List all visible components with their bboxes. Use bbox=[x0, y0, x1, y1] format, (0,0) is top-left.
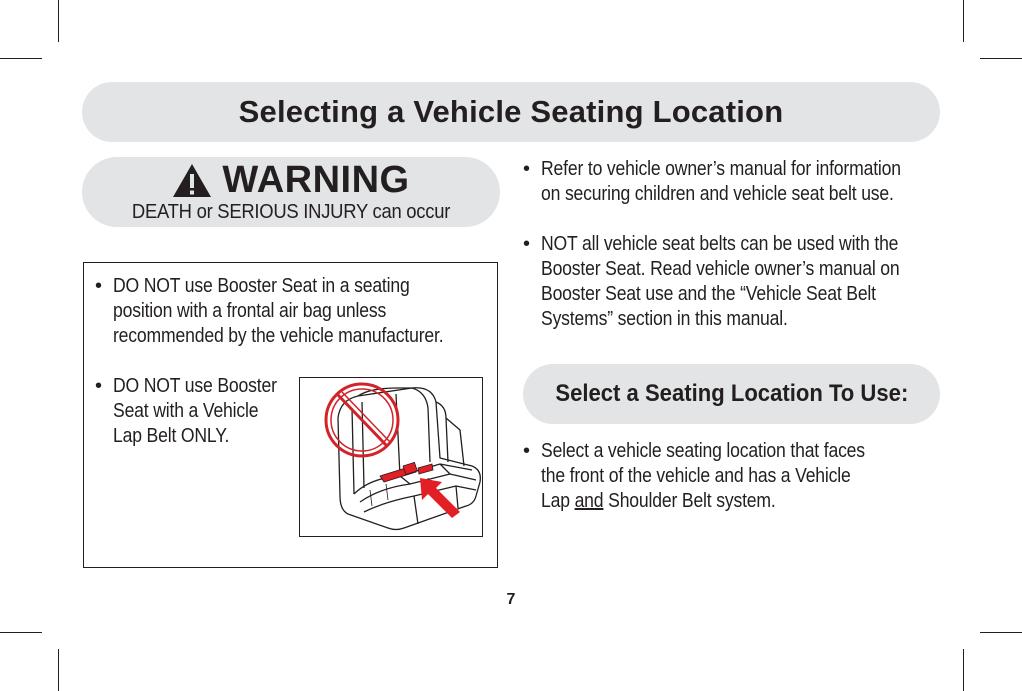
bullet-text: DO NOT use Booster Seat in a seating position with a frontal air bag unless recommended by the vehicle manufacturer. bbox=[113, 275, 444, 347]
bullet-dot: • bbox=[523, 158, 530, 180]
crop-mark-top-left-h bbox=[0, 58, 42, 59]
page-title: Selecting a Vehicle Seating Location bbox=[238, 94, 784, 129]
bullet-dot: • bbox=[95, 275, 102, 297]
bullet-dot: • bbox=[523, 440, 530, 462]
no-lap-belt-only-illustration bbox=[299, 377, 483, 537]
bullet-text: Select a vehicle seating location that faces the front of the vehicle and has a Vehicle Lap and Shoulder Belt system. bbox=[541, 440, 865, 512]
warning-triangle-icon bbox=[172, 163, 212, 198]
warning-banner bbox=[82, 157, 500, 227]
bullet-text: DO NOT use Booster Seat with a Vehicle Lap Belt ONLY. bbox=[113, 375, 277, 447]
bullet-line-3: Lap and Shoulder Belt system. bbox=[541, 490, 776, 512]
vehicle-seat-drawing bbox=[300, 378, 482, 536]
warning-subheading: DEATH or SERIOUS INJURY can occur bbox=[131, 200, 451, 223]
crop-mark-bottom-right-h bbox=[980, 632, 1022, 633]
crop-mark-bottom-left-h bbox=[0, 632, 42, 633]
underlined-word: and bbox=[574, 490, 604, 512]
crop-mark-top-right bbox=[963, 0, 964, 42]
crop-mark-top-left bbox=[58, 0, 59, 42]
crop-mark-bottom-right bbox=[963, 649, 964, 691]
section-banner bbox=[523, 364, 940, 424]
title-banner bbox=[82, 82, 940, 142]
warning-heading: WARNING bbox=[222, 159, 410, 201]
bullet-text: NOT all vehicle seat belts can be used with the Booster Seat. Read vehicle owner’s manual on Booster Seat use and the “Vehicle Seat Belt Systems” section in this manual. bbox=[541, 233, 900, 330]
crop-mark-top-right-h bbox=[980, 58, 1022, 59]
bullet-text: Refer to vehicle owner’s manual for information on securing children and vehicle seat belt use. bbox=[541, 158, 901, 205]
section-heading: Select a Seating Location To Use: bbox=[555, 380, 908, 407]
bullet-dot: • bbox=[95, 375, 102, 397]
warning-heading-row bbox=[82, 160, 500, 200]
bullet-dot: • bbox=[523, 233, 530, 255]
page-number: 7 bbox=[506, 591, 516, 608]
crop-mark-bottom-left bbox=[58, 649, 59, 691]
